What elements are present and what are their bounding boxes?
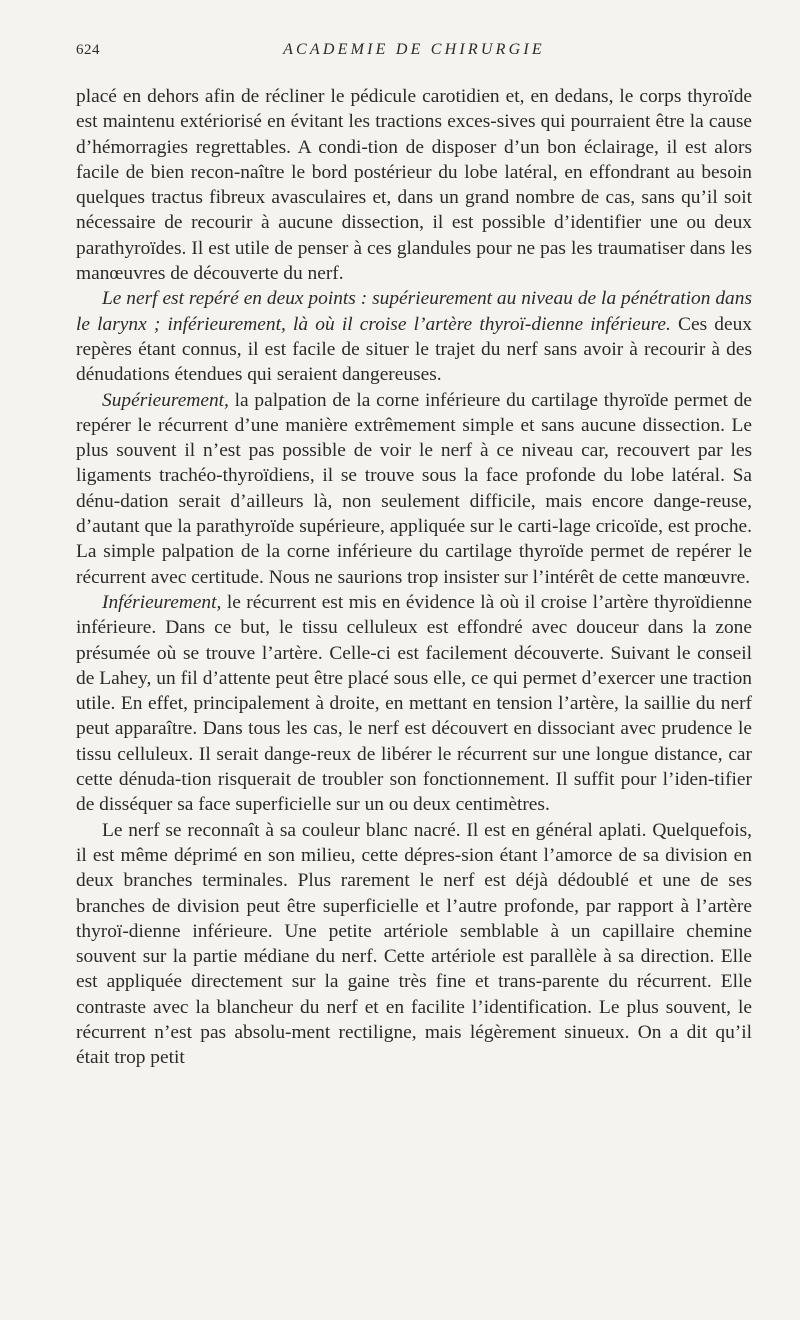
paragraph-text: Le nerf se reconnaît à sa couleur blanc nacré. Il est en général aplati. Quelquefois, il est même déprimé en son milieu, cette dépres-sion étant l’amorce de sa division en deux branches terminales. Plus rarement le nerf est déjà dédoublé et une de ses branches de division peut être superficielle et l’autre profonde, par rapport à l’artère thyroï-dienne inférieure. Une petite artériole semblable à un capillaire chemine souvent sur la partie médiane du nerf. Cette artériole est parallèle à sa direction. Elle est appliquée directement sur la gaine très fine et trans-parente du récurrent. Elle contraste avec la blancheur du nerf et en facilite l’identification. Le plus souvent, le récurrent n’est pas absolu-ment rectiligne, mais légèrement sinueux. On a dit qu’il était trop petit	[76, 819, 752, 1069]
paragraph-text: Ces deux repères étant connus, il est facile de situer le trajet du nerf sans avoir à recourir à des dénudations étendues qui seraient dangereuses.	[76, 313, 752, 386]
paragraph-text: la palpation de la corne inférieure du cartilage thyroïde permet de repérer le récurrent d’une manière extrêmement simple et sans aucune dissection. Le plus souvent il n’est pas possible de voir le nerf à ce niveau car, recouvert par les ligaments trachéo-thyroïdiens, il se trouve sous la face profonde du lobe latéral. Sa dénu-dation serait d’ailleurs là, non seulement difficile, mais encore dange-reuse, d’autant que la parathyroïde supérieure, appliquée sur le carti-lage cricoïde, est proche. La simple palpation de la corne inférieure du cartilage thyroïde permet de repérer le récurrent avec certitude. Nous ne saurions trop insister sur l’intérêt de cette manœuvre.	[76, 389, 752, 588]
page-number: 624	[76, 42, 100, 58]
running-head	[76, 0, 752, 60]
paragraph	[76, 590, 752, 818]
body-text	[76, 84, 752, 1071]
paragraph	[76, 84, 752, 286]
paragraph-lead-italic: Inférieurement,	[102, 591, 222, 613]
paragraph	[76, 818, 752, 1071]
paragraph-lead-italic: Le nerf est repéré en deux points : supérieurement au niveau de la pénétration dans le larynx ; inférieurement, là où il croise l’artère thyroï-dienne inférieure.	[76, 288, 752, 335]
paragraph-lead-italic: Supérieurement,	[102, 389, 229, 411]
paragraph	[76, 286, 752, 387]
paragraph	[76, 388, 752, 590]
paragraph-text: placé en dehors afin de récliner le pédicule carotidien et, en dedans, le corps thyroïde est maintenu extériorisé en évitant les tractions exces-sives qui pourraient être la cause d’hémorragies regrettables. A condi-tion de disposer d’un bon éclairage, il est alors facile de bien recon-naître le bord postérieur du lobe latéral, en effondrant au besoin quelques tractus fibreux avasculaires et, dans un grand nombre de cas, sans qu’il soit nécessaire de recourir à aucune dissection, il est possible d’identifier une ou deux parathyroïdes. Il est utile de penser à ces glandules pour ne pas les traumatiser dans les manœuvres de découverte du nerf.	[76, 86, 752, 285]
paragraph-text: le récurrent est mis en évidence là où il croise l’artère thyroïdienne inférieure. Dans ce but, le tissu celluleux est effondré avec douceur dans la zone présumée où se trouve l’artère. Celle-ci est facilement découverte. Suivant le conseil de Lahey, un fil d’attente peut être placé sous elle, ce qui permet d’exercer une traction utile. En effet, principalement à droite, en mettant en tension l’artère, la saillie du nerf peut apparaître. Dans tous les cas, le nerf est découvert en dissociant avec prudence le tissu celluleux. Il serait dange-reux de libérer le récurrent sur une longue distance, car cette dénuda-tion risquerait de troubler son fonctionnement. Il suffit pour l’iden-tifier de disséquer sa face superficielle sur un ou deux centimètres.	[76, 591, 752, 816]
journal-title: ACADEMIE DE CHIRURGIE	[283, 41, 545, 58]
